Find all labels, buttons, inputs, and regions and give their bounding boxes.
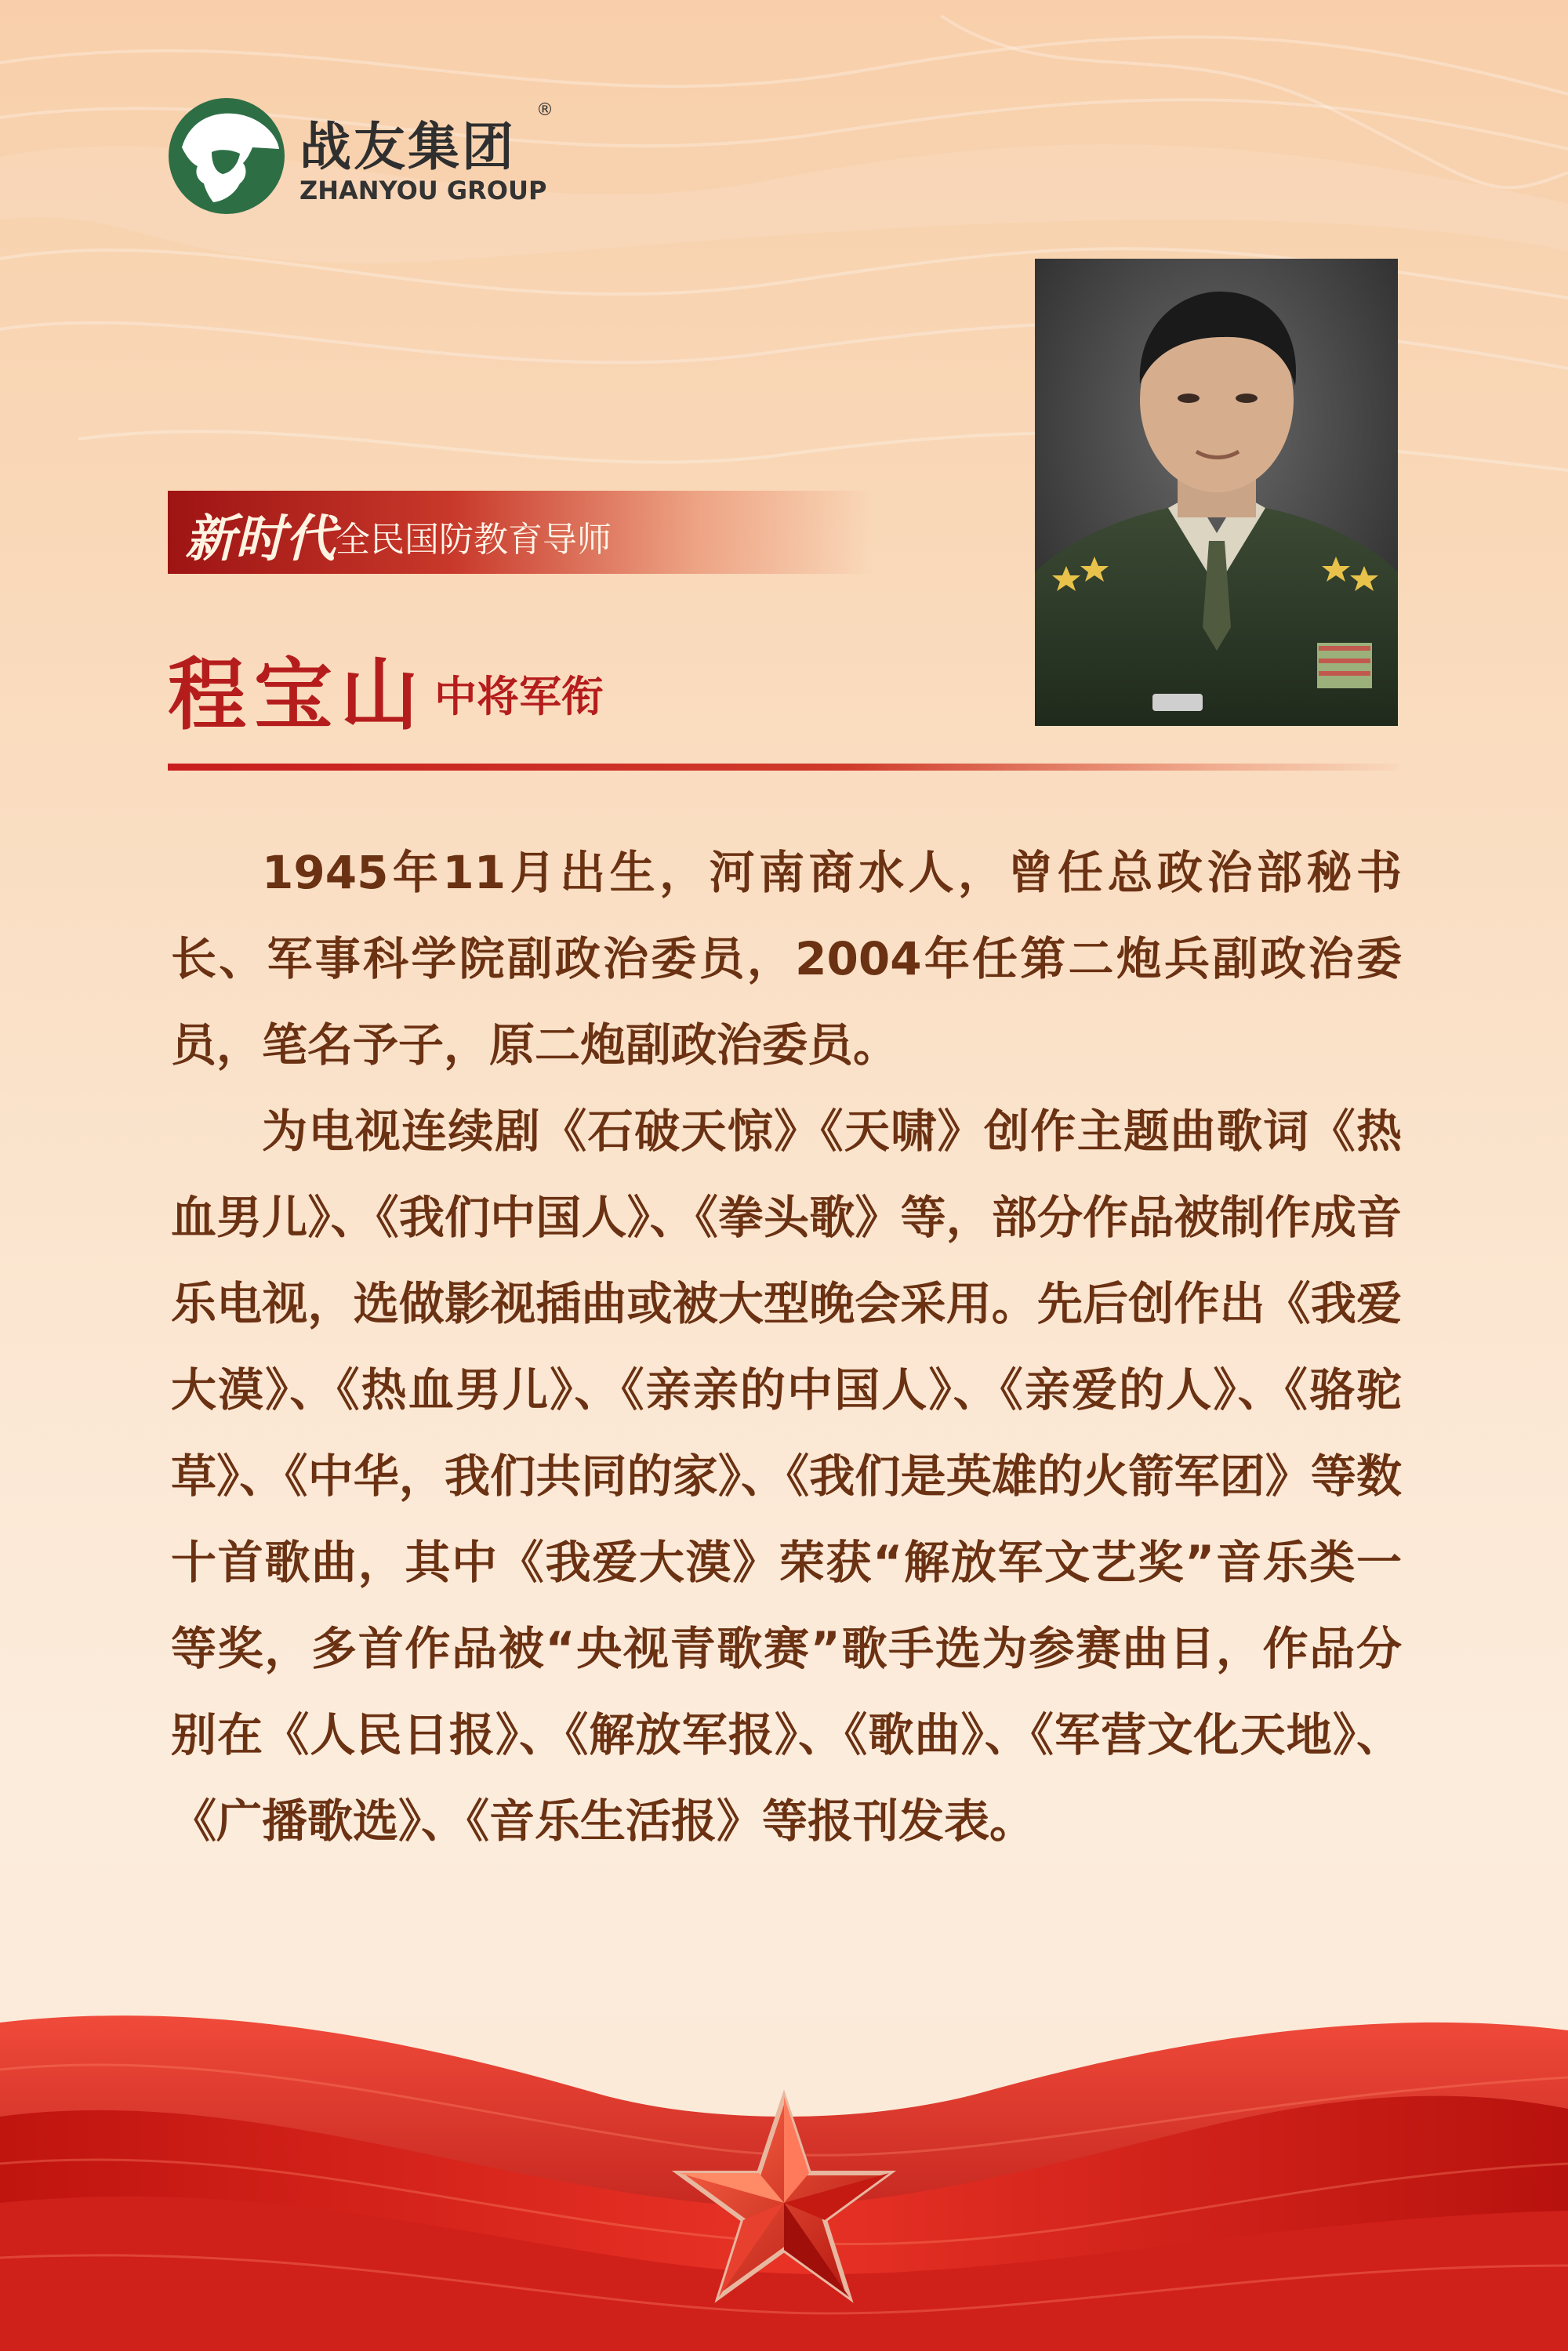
banner-script-text: 新时代 xyxy=(185,510,336,568)
red-ribbon-star-footer xyxy=(0,2007,1568,2351)
biography xyxy=(171,829,1402,1864)
title-banner xyxy=(168,491,873,574)
portrait-photo xyxy=(1035,259,1398,726)
registered-mark: ® xyxy=(536,100,554,120)
bio-paragraph-2: 为电视连续剧《石破天惊》《天啸》创作主题曲歌词《热血男儿》、《我们中国人》、《拳头歌》等，部分作品被制作成音乐电视，选做影视插曲或被大型晚会采用。先后创作出《我爱大漠》、《热血男儿》、《亲亲的中国人》、《亲爱的人》、《骆驼草》、《中华，我们共同的家》、《我们是英雄的火箭军团》等数十首歌曲，其中《我爱大漠》荣获“解放军文艺奖”音乐类一等奖，多首作品被“央视青歌赛”歌手选为参赛曲目，作品分别在《人民日报》、《解放军报》、《歌曲》、《军营文化天地》、《广播歌选》、《音乐生活报》等报刊发表。 xyxy=(171,1105,1402,1848)
banner-title: 全民国防教育导师 xyxy=(336,520,612,560)
bio-paragraph-1: 1945年11月出生，河南商水人，曾任总政治部秘书长、军事科学院副政治委员，2004年任第二炮兵副政治委员，笔名予子，原二炮副政治委员。 xyxy=(171,846,1402,1072)
person-rank: 中将军衔 xyxy=(434,671,604,721)
logo-english-name: ZHANYOU GROUP xyxy=(299,176,547,205)
logo-chinese-name: 战友集团 xyxy=(299,117,516,177)
soldier-helmet-logo-icon xyxy=(168,97,285,215)
person-name: 程宝山 xyxy=(168,648,426,741)
section-divider xyxy=(168,764,1399,771)
logo xyxy=(168,97,607,223)
